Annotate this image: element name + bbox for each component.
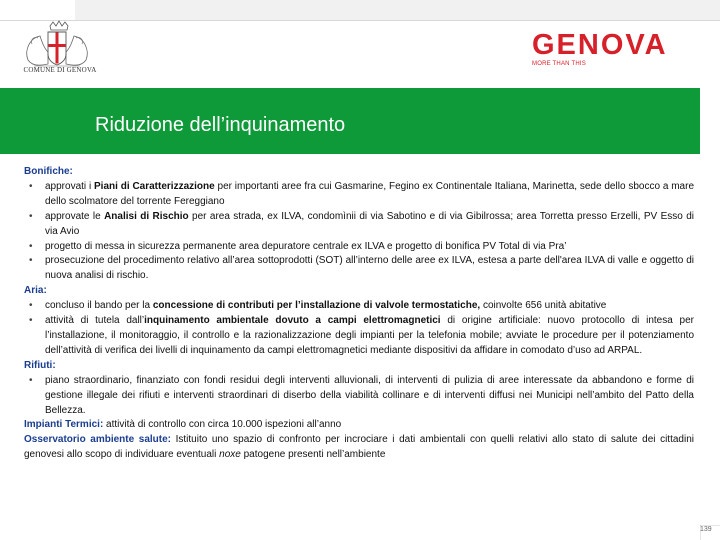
list-item: • approvate le Analisi di Rischio per area strada, ex ILVA, condomìnii di via Sabotino e di via Gibilrossa; area Torretta presso Erzelli, PV Esso di via Avio	[29, 210, 694, 237]
list-item: • piano straordinario, finanziato con fondi residui degli interventi alluvionali, di interventi di pulizia di aree interessate da abbandono e forme di gestione illegale dei rifiuti e interventi straordinari di diserbo della viabilità collinare e di interventi diffusi nei Municipi nell’ambito del Patto della Bellezza.	[29, 374, 694, 416]
bullet-icon: •	[29, 210, 33, 222]
section-heading-aria: Aria:	[24, 285, 47, 297]
impianti-paragraph: Impianti Termici: attività di controllo con circa 10.000 ispezioni all’anno	[24, 419, 342, 431]
comune-caption: COMUNE DI GENOVA	[23, 66, 97, 74]
body-content	[24, 165, 694, 463]
section-heading-bonifiche: Bonifiche:	[24, 166, 73, 177]
header-divider	[0, 20, 720, 21]
osservatorio-lead: Osservatorio ambiente salute:	[24, 434, 172, 446]
bullet-icon: •	[29, 315, 33, 327]
bullet-icon: •	[29, 180, 33, 192]
top-shade-bar	[75, 0, 720, 20]
page-number: 139	[700, 526, 712, 533]
list-item: • attività di tutela dall’inquinamento ambientale dovuto a campi elettromagnetici di origine artificiale: nuovo protocollo di intesa per l’installazione, il monitoraggio, il controllo e la razionalizzazione degli impianti per la telefonia mobile; avviate le procedure per il potenziamento dell’attività di verifica dei livelli di inquinamento da campi elettromagnetici mediante dispositivi da affidare in comodato d’uso ad ARPAL.	[29, 315, 694, 356]
bullet-icon: •	[29, 240, 33, 252]
page-title: Riduzione dell’inquinamento	[95, 114, 346, 136]
brand-word: GENOVA	[532, 29, 668, 61]
bullet-icon: •	[29, 300, 33, 312]
osservatorio-paragraph: Osservatorio ambiente salute: Istituito uno spazio di confronto per incrociare i dati ambientali con quelli relativi allo stato di salute dei cittadini genovesi allo scopo di individuare eventuali noxe patogene presenti nell’ambiente	[24, 434, 694, 461]
section-heading-rifiuti: Rifiuti:	[24, 359, 56, 371]
bullet-icon: •	[29, 374, 33, 386]
impianti-lead: Impianti Termici:	[24, 419, 104, 431]
title-banner	[0, 88, 700, 154]
list-item: • approvati i Piani di Caratterizzazione per importanti aree fra cui Gasmarine, Fegino ex Continentale Italiana, Marinetta, sede dello sbocco a mare dello scolmatore del torrente Fereggiano	[29, 180, 694, 207]
genova-brand-logo	[532, 30, 704, 70]
brand-tagline: MORE THAN THIS	[532, 61, 586, 67]
bullet-icon: •	[29, 255, 33, 267]
list-item: • prosecuzione del procedimento relativo all’area sottoprodotti (SOT) all’interno delle aree ex ILVA, estesa a parte dell'area ILVA di valle e oggetto di nuova analisi di rischio.	[29, 255, 694, 282]
list-item: • concluso il bando per la concessione di contributi per l’installazione di valvole termostatiche, coinvolte 656 unità abitative	[24, 299, 694, 314]
list-item: • progetto di messa in sicurezza permanente area depuratore centrale ex ILVA e progetto di bonifica PV Total di via Pra’	[24, 240, 694, 255]
